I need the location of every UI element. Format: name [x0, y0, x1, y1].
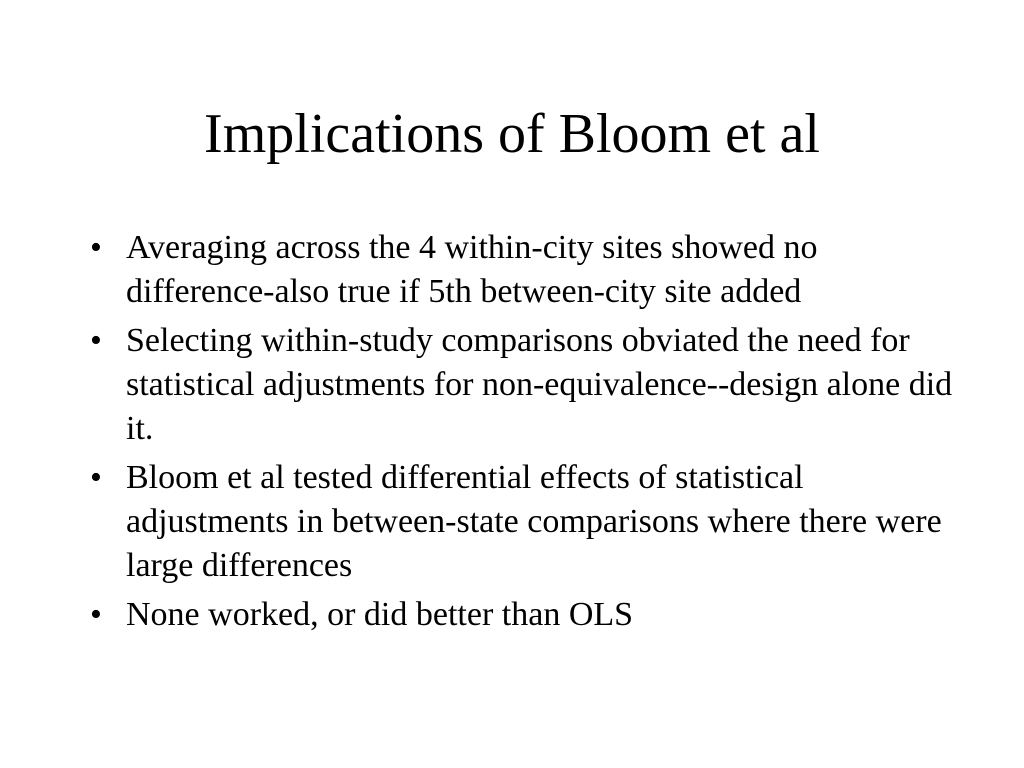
bullet-marker: •: [90, 459, 102, 496]
bullet-marker: •: [90, 322, 102, 359]
bullet-text: Bloom et al tested differential effects of statistical adjustments in between-state comparisons where there were large differences: [126, 459, 942, 584]
bullet-item: [84, 226, 964, 314]
bullet-marker: •: [90, 229, 102, 266]
bullet-item: [84, 456, 964, 588]
bullet-text: None worked, or did better than OLS: [126, 596, 634, 633]
bullet-list: [84, 226, 964, 642]
slide-title: Implications of Bloom et al: [204, 103, 820, 165]
bullet-item: [84, 593, 964, 637]
bullet-marker: •: [90, 596, 102, 633]
bullet-text: Selecting within-study comparisons obviated the need for statistical adjustments for non-equivalence--design alone did it.: [126, 322, 953, 447]
bullet-text: Averaging across the 4 within-city sites showed no difference-also true if 5th between-city site added: [126, 229, 818, 310]
bullet-item: [84, 319, 964, 451]
